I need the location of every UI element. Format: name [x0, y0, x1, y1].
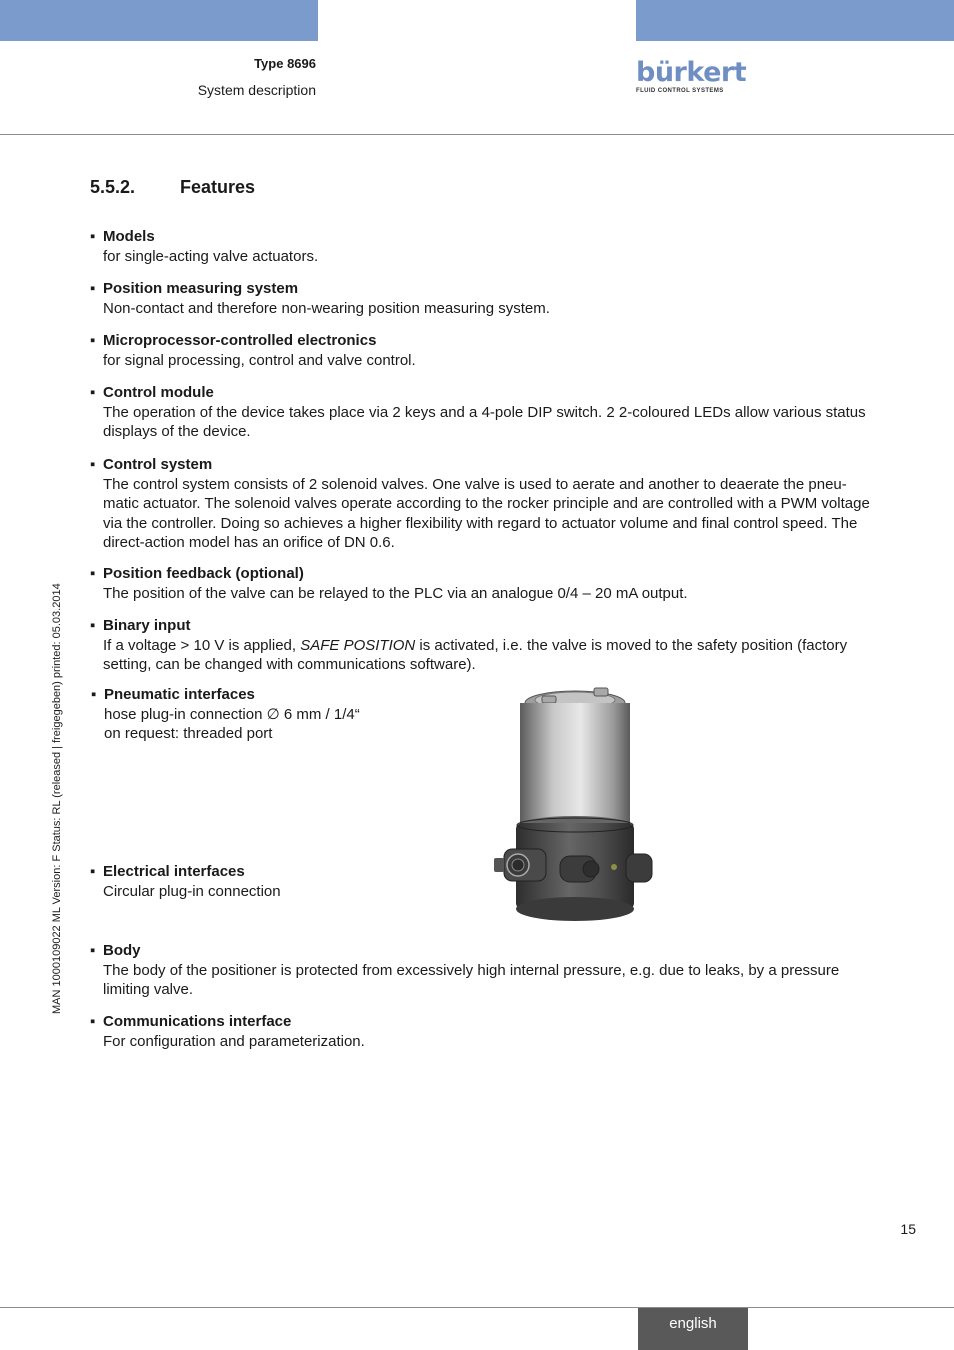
feature-title: ▪ Models [90, 228, 155, 245]
feature-title: ▪ Position measuring system [90, 280, 299, 297]
feature-description: for signal processing, control and valve control. [103, 351, 416, 369]
feature-description: The operation of the device takes place via 2 keys and a 4-pole DIP switch. 2 2-coloured LEDs allow various status displays of the device. [103, 403, 866, 440]
feature-title: ▪ Microprocessor-controlled electronics [90, 332, 377, 349]
document-type: Type 8696 [254, 56, 316, 71]
bullet-icon: ▪ [90, 456, 96, 473]
feature-item-models [90, 227, 870, 266]
bullet-icon: ▪ [90, 332, 96, 349]
feature-description: for single-acting valve actuators. [103, 247, 319, 265]
bullet-icon: ▪ [90, 942, 96, 959]
feature-item-control-module [90, 383, 870, 442]
page-number: 15 [900, 1221, 916, 1237]
feature-item-communications-interface [90, 1012, 870, 1051]
feature-item-electrical-interfaces [90, 862, 870, 901]
feature-title: ▪ Control module [90, 384, 214, 401]
logo-tagline: FLUID CONTROL SYSTEMS [636, 88, 724, 94]
feature-description: hose plug-in connection ∅ 6 mm / 1/4“ [104, 705, 360, 723]
footer-divider [0, 1307, 954, 1308]
section-title: Features [180, 177, 256, 197]
section-heading [90, 177, 255, 198]
burkert-logo [636, 57, 747, 96]
positioner-device-image [490, 686, 660, 932]
section-number: 5.5.2. [90, 177, 136, 197]
bullet-icon: ▪ [91, 686, 97, 703]
header-divider [0, 134, 954, 135]
feature-description: Non-contact and therefore non-wearing position measuring system. [103, 299, 550, 317]
feature-title: ▪ Body [90, 942, 141, 959]
bullet-icon: ▪ [90, 863, 96, 880]
feature-item-position-measuring [90, 279, 870, 318]
feature-item-position-feedback [90, 564, 870, 603]
feature-description: Circular plug-in connection [103, 882, 281, 900]
feature-title: ▪ Pneumatic interfaces [91, 686, 255, 703]
feature-description: For configuration and parameterization. [103, 1032, 365, 1050]
feature-title: ▪ Binary input [90, 617, 191, 634]
feature-item-microprocessor [90, 331, 870, 370]
document-meta-note: MAN 1000109022 ML Version: F Status: RL (released | freigegeben) printed: 05.03.2014 [51, 583, 63, 1014]
feature-item-body [90, 941, 870, 1000]
feature-item-control-system [90, 455, 870, 553]
safe-position-term: SAFE POSITION [300, 636, 416, 654]
header-bar-right [636, 0, 954, 41]
bullet-icon: ▪ [90, 228, 96, 245]
bullet-icon: ▪ [90, 565, 96, 582]
language-tab: english [638, 1308, 748, 1350]
document-section: System description [197, 82, 316, 98]
feature-item-binary-input [90, 616, 870, 675]
header-bar-left [0, 0, 318, 41]
bullet-icon: ▪ [90, 617, 96, 634]
bullet-icon: ▪ [90, 280, 96, 297]
feature-title: ▪ Communications interface [90, 1013, 292, 1030]
feature-title: ▪ Control system [90, 456, 213, 473]
feature-description: The position of the valve can be relayed to the PLC via an analogue 0/4 – 20 mA output. [103, 584, 688, 602]
feature-description: The body of the positioner is protected from excessively high internal pressure, e.g. due to leaks, by a pressure limiting valve. [103, 961, 840, 998]
bullet-icon: ▪ [90, 1013, 96, 1030]
feature-item-pneumatic-interfaces [91, 685, 871, 744]
logo-wordmark: bürkert [636, 57, 747, 88]
feature-title: ▪ Position feedback (optional) [90, 565, 304, 582]
feature-description: The control system consists of 2 solenoid valves. One valve is used to aerate and another to deaerate the pneu-matic actuator. The solenoid valves operate according to the rocker principle and are controlled with a PWM voltage via the controller. Doing so achieves a higher flexibility with regard to actuator volume and final control speed. The direct-action model has an orifice of DN 0.6. [103, 475, 870, 551]
feature-description: on request: threaded port [104, 725, 273, 742]
bullet-icon: ▪ [90, 384, 96, 401]
feature-title: ▪ Electrical interfaces [90, 863, 245, 880]
feature-description: If a voltage > 10 V is applied, SAFE POSITION is activated, i.e. the valve is moved to the safety position (factory setting, can be changed with communications software). [103, 636, 848, 673]
